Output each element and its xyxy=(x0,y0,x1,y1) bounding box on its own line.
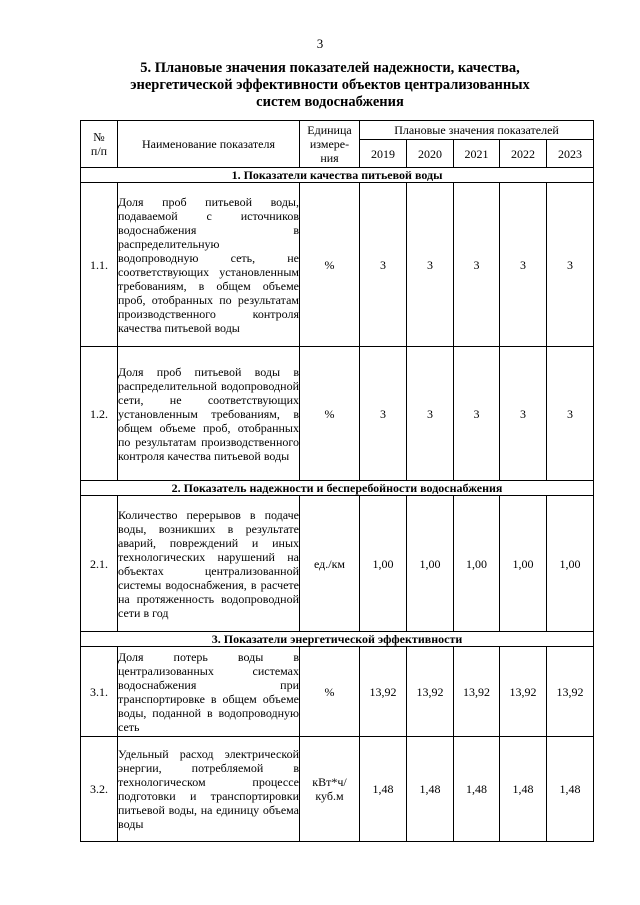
row-unit: кВт*ч/ куб.м xyxy=(300,737,360,842)
header-year: 2020 xyxy=(407,140,454,168)
header-year: 2019 xyxy=(360,140,407,168)
section-3-title: 3. Показатели энергетической эффективности xyxy=(81,632,594,647)
section-header-row xyxy=(81,168,594,183)
row-value: 3 xyxy=(500,183,547,347)
section-title xyxy=(90,60,570,111)
section-header-row xyxy=(81,481,594,496)
row-indicator-name: Удельный расход электрической энергии, потребляемой в технологическом процессе подготовки и транспортировки питьевой воды, на единицу объема воды xyxy=(118,737,300,842)
header-row-1 xyxy=(81,121,594,140)
row-value: 13,92 xyxy=(547,647,594,737)
row-indicator-name: Доля проб питьевой воды, подаваемой с источников водоснабжения в распределительную водопроводную сеть, не соответствующих установленным требованиям, в общем объеме проб, отобранных по результатам производственного контроля качества питьевой воды xyxy=(118,183,300,347)
row-value: 3 xyxy=(454,347,500,481)
header-name: Наименование показателя xyxy=(118,121,300,168)
section-2-title: 2. Показатель надежности и бесперебойности водоснабжения xyxy=(81,481,594,496)
row-value: 3 xyxy=(407,347,454,481)
header-year: 2021 xyxy=(454,140,500,168)
row-value: 1,48 xyxy=(547,737,594,842)
section-1-title: 1. Показатели качества питьевой воды xyxy=(81,168,594,183)
row-number: 3.2. xyxy=(81,737,118,842)
row-value: 1,48 xyxy=(500,737,547,842)
table-row xyxy=(81,496,594,632)
title-line-1: 5. Плановые значения показателей надежности, качества, xyxy=(140,60,520,76)
row-number: 1.1. xyxy=(81,183,118,347)
row-value: 3 xyxy=(547,183,594,347)
row-indicator-name: Доля проб питьевой воды в распределительной водопроводной сети, не соответствующих установленным требованиям, в общем объеме проб, отобранных по результатам производственного контроля качества питьевой воды xyxy=(118,347,300,481)
row-value: 13,92 xyxy=(454,647,500,737)
row-unit: ед./км xyxy=(300,496,360,632)
row-value: 3 xyxy=(500,347,547,481)
row-value: 3 xyxy=(454,183,500,347)
row-unit: % xyxy=(300,347,360,481)
row-value: 13,92 xyxy=(500,647,547,737)
table-row xyxy=(81,647,594,737)
title-line-2: энергетической эффективности объектов централизованных xyxy=(130,77,530,93)
header-year: 2023 xyxy=(547,140,594,168)
row-value: 13,92 xyxy=(407,647,454,737)
row-value: 3 xyxy=(360,183,407,347)
row-value: 3 xyxy=(547,347,594,481)
header-unit-line-3: ния xyxy=(320,151,339,165)
header-num-line-1: № xyxy=(93,130,105,144)
header-unit xyxy=(300,121,360,168)
row-value: 1,00 xyxy=(454,496,500,632)
header-planned: Плановые значения показателей xyxy=(360,121,594,140)
header-unit-line-2: измере- xyxy=(309,137,350,151)
row-indicator-name: Количество перерывов в подаче воды, возникших в результате аварий, повреждений и иных технологических нарушений на объектах централизованной системы водоснабжения, в расчете на протяженность водопроводной сети в год xyxy=(118,496,300,632)
row-value: 1,48 xyxy=(407,737,454,842)
row-unit: % xyxy=(300,647,360,737)
row-value: 1,00 xyxy=(547,496,594,632)
row-unit: % xyxy=(300,183,360,347)
row-number: 3.1. xyxy=(81,647,118,737)
table-row xyxy=(81,183,594,347)
section-header-row xyxy=(81,632,594,647)
header-year: 2022 xyxy=(500,140,547,168)
page-number: 3 xyxy=(316,36,324,51)
row-number: 2.1. xyxy=(81,496,118,632)
row-value: 1,00 xyxy=(500,496,547,632)
row-value: 3 xyxy=(407,183,454,347)
row-value: 1,00 xyxy=(407,496,454,632)
table-row xyxy=(81,737,594,842)
row-number: 1.2. xyxy=(81,347,118,481)
table-row xyxy=(81,347,594,481)
header-unit-line-1: Единица xyxy=(307,123,352,137)
title-line-3: систем водоснабжения xyxy=(256,94,404,110)
row-value: 1,00 xyxy=(360,496,407,632)
row-value: 3 xyxy=(360,347,407,481)
indicators-table xyxy=(80,120,594,842)
row-value: 1,48 xyxy=(360,737,407,842)
header-num-line-2: п/п xyxy=(90,144,108,158)
row-value: 13,92 xyxy=(360,647,407,737)
header-num xyxy=(81,121,118,168)
row-indicator-name: Доля потерь воды в централизованных системах водоснабжения при транспортировке в общем объеме воды, поданной в водопроводную сеть xyxy=(118,647,300,737)
row-value: 1,48 xyxy=(454,737,500,842)
